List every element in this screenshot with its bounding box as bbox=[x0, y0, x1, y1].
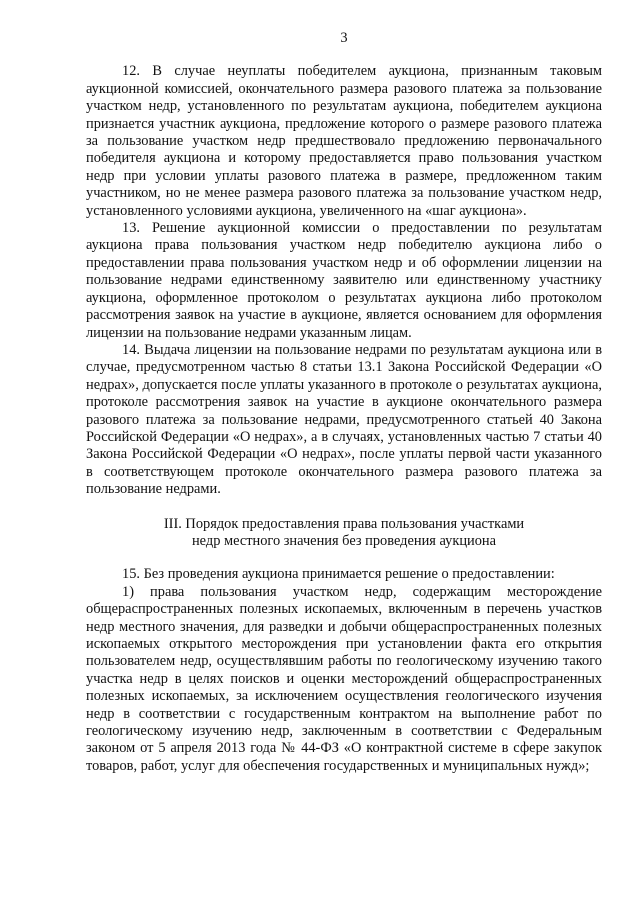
section-heading-line-2: недр местного значения без проведения аукциона bbox=[191, 532, 497, 549]
paragraph-15: 15. Без проведения аукциона принимается решение о предоставлении: bbox=[122, 566, 555, 583]
section-heading bbox=[86, 516, 602, 551]
paragraph-14: 14. Выдача лицензии на пользование недрами по результатам аукциона или в случае, предусмотренном частью 8 статьи 13.1 Закона Российской Федерации «О недрах», допускается после уплаты указанного в протоколе о результатах аукциона, протоколе рассмотрения заявок на участие в аукционе окончательного размера разового платежа за пользование недрами, предусмотренного статьей 40 Закона Российской Федерации «О недрах», а в случаях, установленных частью 7 статьи 40 Закона Российской Федерации «О недрах», после уплаты первой части указанного в соответствующем протоколе окончательного размера разового платежа за пользование недрами. bbox=[86, 341, 602, 498]
paragraph-13: 13. Решение аукционной комиссии о предоставлении по результатам аукциона права пользования участком недр победителю аукциона либо о предоставлении права пользования участком недр и об оформлении лицензии на пользование недрами единственному заявителю или единственному участнику аукциона, оформленное протоколом о результатах аукциона либо протоколом рассмотрения заявок на участие в аукционе, является основанием для оформления лицензии на пользование недрами указанным лицам. bbox=[86, 220, 602, 341]
paragraph-15-item-1: 1) права пользования участком недр, содержащим месторождение общераспространенных полезных ископаемых, включенным в перечень участков недр местного значения, для разведки и добычи общераспространенных полезных ископаемых открытого месторождения при установлении факта его открытия пользователем недр, осуществлявшим работы по геологическому изучению такого участка недр в целях поисков и оценки месторождений общераспространенных полезных ископаемых, за исключением осуществления геологического изучения недр в соответствии с государственным контрактом на выполнение работ по геологическому изучению недр, заключенным в соответствии с Федеральным законом от 5 апреля 2013 года № 44-ФЗ «О контрактной системе в сфере закупок товаров, работ, услуг для обеспечения государственных и муниципальных нужд»; bbox=[86, 583, 602, 774]
section-heading-line-1: III. Порядок предоставления права пользования участками bbox=[163, 515, 525, 532]
paragraph-12: 12. В случае неуплаты победителем аукциона, признанным таковым аукционной комиссией, окончательного размера разового платежа за пользование участком недр, установленного по результатам аукциона, победителем аукциона признается участник аукциона, предложение которого о размере разового платежа за пользование участком недр предшествовало предложению первоначального победителя аукциона и которому предоставляется право пользования участком недр при условии уплаты разового платежа в размере, предложенном таким участником, но не менее размера разового платежа за пользование участком недр, установленного условиями аукциона, увеличенного на «шаг аукциона». bbox=[86, 63, 602, 219]
page-number: 3 bbox=[340, 30, 348, 46]
